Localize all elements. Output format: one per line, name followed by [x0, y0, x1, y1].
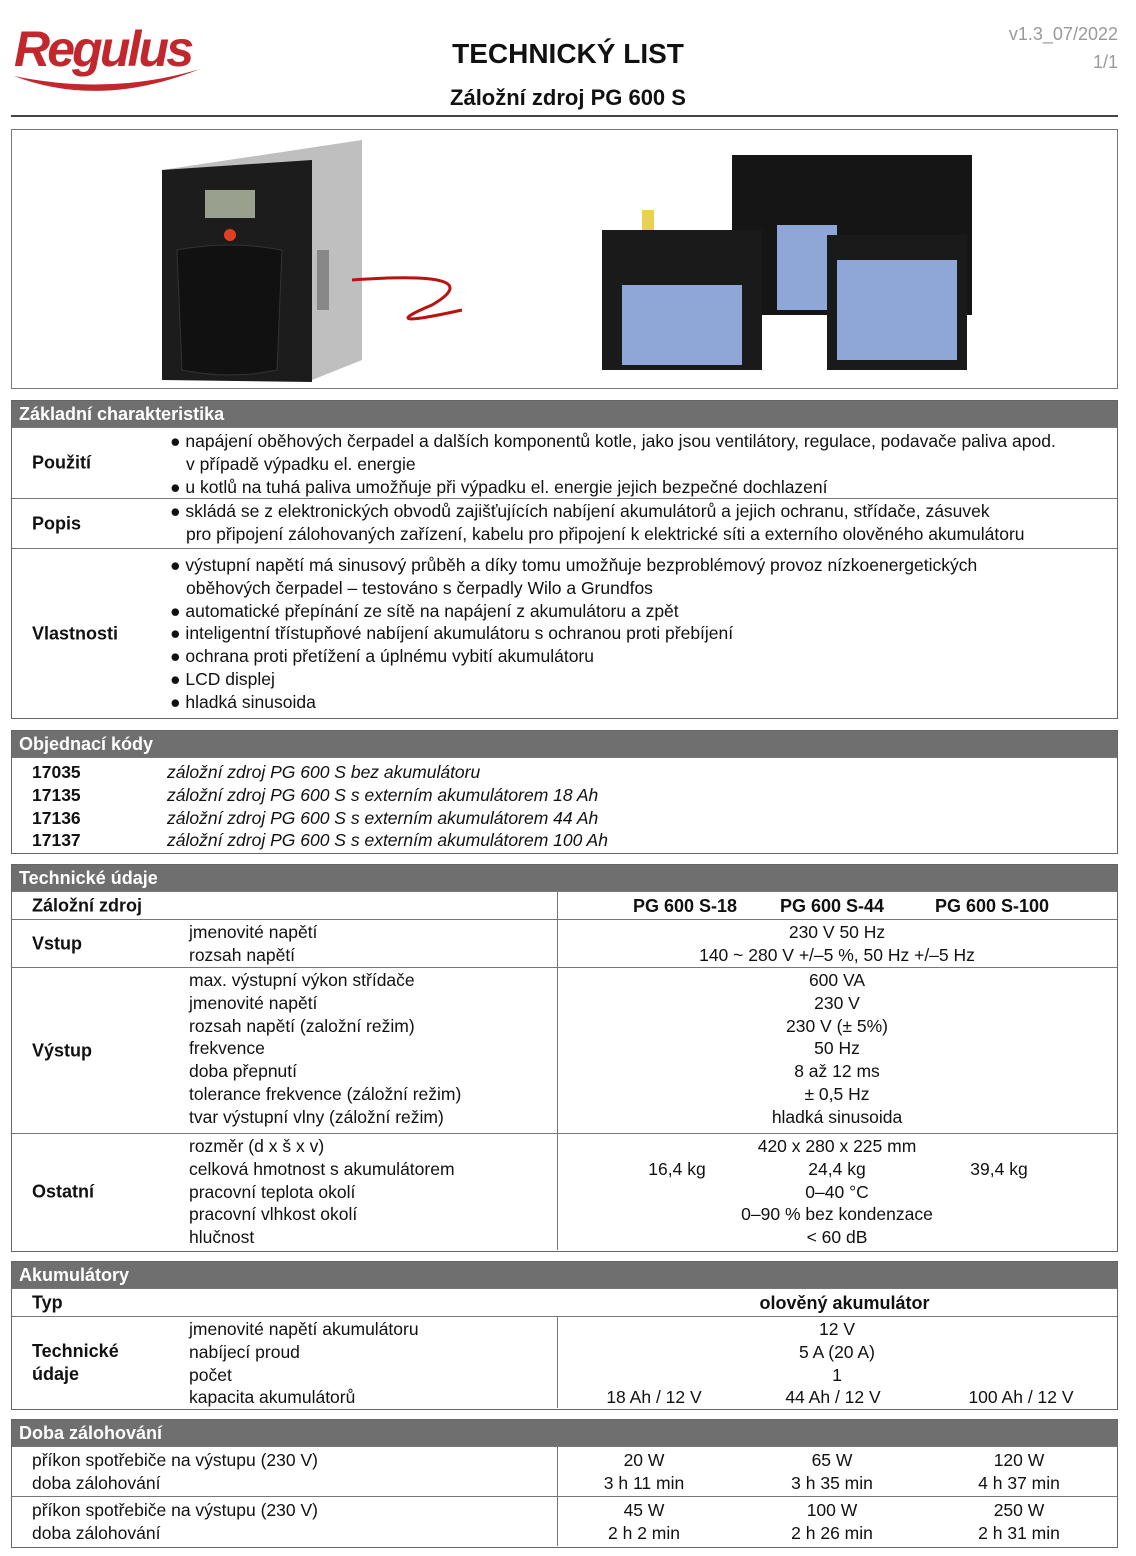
row-battery-tech	[12, 1316, 1117, 1408]
param-name: jmenovité napětí akumulátoru	[189, 1319, 419, 1339]
param-name: rozsah napětí (založní režim)	[189, 1015, 415, 1036]
text-line: ● skládá se z elektronických obvodů zajišťujících nabíjení akumulátorů a jejich ochranu, střídače, zásuvek	[170, 501, 990, 521]
row-label: Záložní zdroj	[32, 895, 142, 915]
param-name: tvar výstupní vlny (záložní režim)	[189, 1106, 444, 1127]
section-basic-characteristics	[11, 400, 1118, 719]
row-ostatni	[12, 1133, 1117, 1250]
param-name: kapacita akumulátorů	[189, 1387, 356, 1408]
row-vlastnosti	[12, 548, 1117, 718]
order-desc: záložní zdroj PG 600 S s externím akumulátorem 18 Ah	[167, 784, 599, 805]
section-header: Technické údaje	[12, 865, 1117, 891]
time-value: 2 h 31 min	[978, 1522, 1060, 1543]
param-value: 5 A (20 A)	[799, 1341, 875, 1362]
time-value: 2 h 26 min	[791, 1522, 873, 1543]
section-header: Doba zálohování	[12, 1420, 1117, 1446]
param-value: 230 V	[814, 992, 860, 1013]
weight-value: 24,4 kg	[808, 1158, 866, 1179]
row-popis	[12, 498, 1117, 548]
text-line: pro připojení zálohovaných zařízení, kabelu pro připojení k elektrické síti a externího olověného akumulátoru	[186, 523, 1025, 544]
weight-value: 16,4 kg	[648, 1158, 706, 1179]
param-name: jmenovité napětí	[189, 922, 318, 942]
capacity-value: 44 Ah / 12 V	[785, 1387, 881, 1408]
row-label: Popis	[32, 513, 82, 533]
header-rule	[11, 115, 1118, 117]
param-value: hladká sinusoida	[771, 1106, 903, 1127]
row-label-line: údaje	[32, 1363, 80, 1384]
power-value: 45 W	[623, 1500, 665, 1520]
text-line: ● ochrana proti přetížení a úplnému vybití akumulátoru	[170, 646, 594, 667]
section-header: Objednací kódy	[12, 731, 1117, 757]
param-name: celková hmotnost s akumulátorem	[189, 1158, 455, 1179]
section-order-codes	[11, 730, 1118, 854]
param-name: počet	[189, 1364, 232, 1385]
power-label: příkon spotřebiče na výstupu (230 V)	[32, 1450, 318, 1470]
version: v1.3_07/2022	[1008, 24, 1118, 44]
order-code-item	[12, 784, 1117, 807]
text-line: ● inteligentní třístupňové nabíjení akumulátoru s ochranou proti přebíjení	[170, 623, 734, 644]
backup-row	[12, 1446, 1117, 1496]
param-name: doba přepnutí	[189, 1061, 298, 1082]
param-value: 8 až 12 ms	[794, 1061, 880, 1082]
power-value: 250 W	[993, 1500, 1045, 1520]
order-code-item	[12, 761, 1117, 784]
param-value: 140 ~ 280 V +/–5 %, 50 Hz +/–5 Hz	[699, 944, 975, 965]
param-name: tolerance frekvence (záložní režim)	[189, 1083, 462, 1104]
row-label: Ostatní	[32, 1181, 95, 1202]
product-subtitle: Záložní zdroj PG 600 S	[450, 85, 686, 110]
model-name: PG 600 S-100	[934, 896, 1050, 916]
power-value: 120 W	[993, 1450, 1045, 1470]
section-technical-data	[11, 864, 1118, 1252]
param-name: hlučnost	[189, 1227, 255, 1248]
page-number: 1/1	[1092, 52, 1118, 72]
row-label: Typ	[32, 1292, 63, 1312]
text-line: ● výstupní napětí má sinusový průběh a díky tomu umožňuje bezproblémový provoz nízkoenergetických	[170, 555, 978, 575]
param-name: rozsah napětí	[189, 944, 296, 965]
time-value: 2 h 2 min	[608, 1522, 680, 1543]
ups-unit-image	[162, 140, 462, 382]
time-value: 4 h 37 min	[978, 1472, 1060, 1493]
row-label: Výstup	[32, 1040, 93, 1060]
row-vystup	[12, 967, 1117, 1133]
param-value: ± 0,5 Hz	[804, 1083, 870, 1104]
product-photo	[12, 130, 1117, 388]
row-vstup	[12, 919, 1117, 967]
text-line: ● napájení oběhových čerpadel a dalších komponentů kotle, jako jsou ventilátory, regulace, podavače paliva apod.	[170, 431, 1056, 451]
row-pouziti	[12, 427, 1117, 498]
order-code: 17035	[32, 762, 81, 782]
backup-row	[12, 1496, 1117, 1546]
document-title: TECHNICKÝ LIST	[452, 38, 684, 69]
section-header: Akumulátory	[12, 1262, 1117, 1288]
time-label: doba zálohování	[32, 1522, 161, 1543]
order-desc: záložní zdroj PG 600 S bez akumulátoru	[167, 762, 481, 782]
param-value: 0–40 °C	[805, 1181, 869, 1202]
param-name: nabíjecí proud	[189, 1341, 300, 1362]
text-line: ● hladká sinusoida	[170, 691, 316, 712]
order-code: 17137	[32, 830, 81, 851]
section-batteries	[11, 1261, 1118, 1410]
param-value: < 60 dB	[806, 1227, 868, 1248]
time-value: 3 h 35 min	[791, 1472, 873, 1493]
text-line: ● LCD displej	[170, 668, 275, 689]
order-code: 17135	[32, 784, 81, 805]
order-desc: záložní zdroj PG 600 S s externím akumulátorem 44 Ah	[167, 807, 599, 828]
order-code-item	[12, 829, 1117, 852]
order-code: 17136	[32, 807, 81, 828]
text-line: oběhových čerpadel – testováno s čerpadly Wilo a Grundfos	[186, 577, 653, 598]
row-typ	[12, 1288, 1117, 1316]
battery-type: olověný akumulátor	[759, 1293, 930, 1313]
order-code-list	[12, 757, 1117, 852]
param-value: 12 V	[819, 1319, 855, 1339]
param-value: 600 VA	[808, 970, 866, 990]
model-name: PG 600 S-18	[632, 896, 738, 916]
text-line: ● u kotlů na tuhá paliva umožňuje při výpadku el. energie jejich bezpečné dochlazení	[170, 476, 828, 497]
param-name: pracovní teplota okolí	[189, 1181, 356, 1202]
batteries-image	[602, 155, 972, 370]
order-desc: záložní zdroj PG 600 S s externím akumulátorem 100 Ah	[167, 830, 608, 851]
param-name: jmenovité napětí	[189, 992, 318, 1013]
svg-text:Regulus: Regulus	[14, 21, 194, 77]
param-value: 230 V (± 5%)	[785, 1015, 888, 1036]
param-value: 0–90 % bez kondenzace	[741, 1204, 933, 1225]
param-name: pracovní vlhkost okolí	[189, 1204, 358, 1225]
param-value: 230 V 50 Hz	[788, 922, 886, 942]
power-value: 20 W	[623, 1450, 665, 1470]
text-line: v případě výpadku el. energie	[186, 453, 416, 474]
row-label	[32, 1340, 119, 1386]
param-name: max. výstupní výkon střídače	[189, 970, 415, 990]
power-label: příkon spotřebiče na výstupu (230 V)	[32, 1500, 318, 1520]
param-value: 420 x 280 x 225 mm	[757, 1136, 917, 1156]
row-models	[12, 891, 1117, 919]
param-name: rozměr (d x š x v)	[189, 1136, 325, 1156]
row-label: Vstup	[32, 933, 83, 953]
power-value: 100 W	[806, 1500, 858, 1520]
model-name: PG 600 S-44	[779, 896, 885, 916]
param-name: frekvence	[189, 1038, 265, 1059]
row-label: Vlastnosti	[32, 623, 119, 643]
param-value: 1	[832, 1364, 842, 1385]
capacity-value: 100 Ah / 12 V	[968, 1387, 1074, 1408]
row-label-line: Technické	[32, 1340, 119, 1361]
time-value: 3 h 11 min	[603, 1472, 685, 1493]
weight-value: 39,4 kg	[970, 1158, 1028, 1179]
text-line: ● automatické přepínání ze sítě na napájení z akumulátoru a zpět	[170, 600, 679, 621]
capacity-value: 18 Ah / 12 V	[606, 1387, 702, 1408]
power-value: 65 W	[811, 1450, 853, 1470]
version-info	[1009, 20, 1118, 76]
order-code-item	[12, 807, 1117, 830]
section-header: Základní charakteristika	[12, 401, 1117, 427]
time-label: doba zálohování	[32, 1472, 161, 1493]
row-label: Použití	[32, 452, 91, 473]
product-images	[11, 129, 1118, 389]
param-value: 50 Hz	[814, 1038, 860, 1059]
section-backup-time	[11, 1419, 1118, 1548]
